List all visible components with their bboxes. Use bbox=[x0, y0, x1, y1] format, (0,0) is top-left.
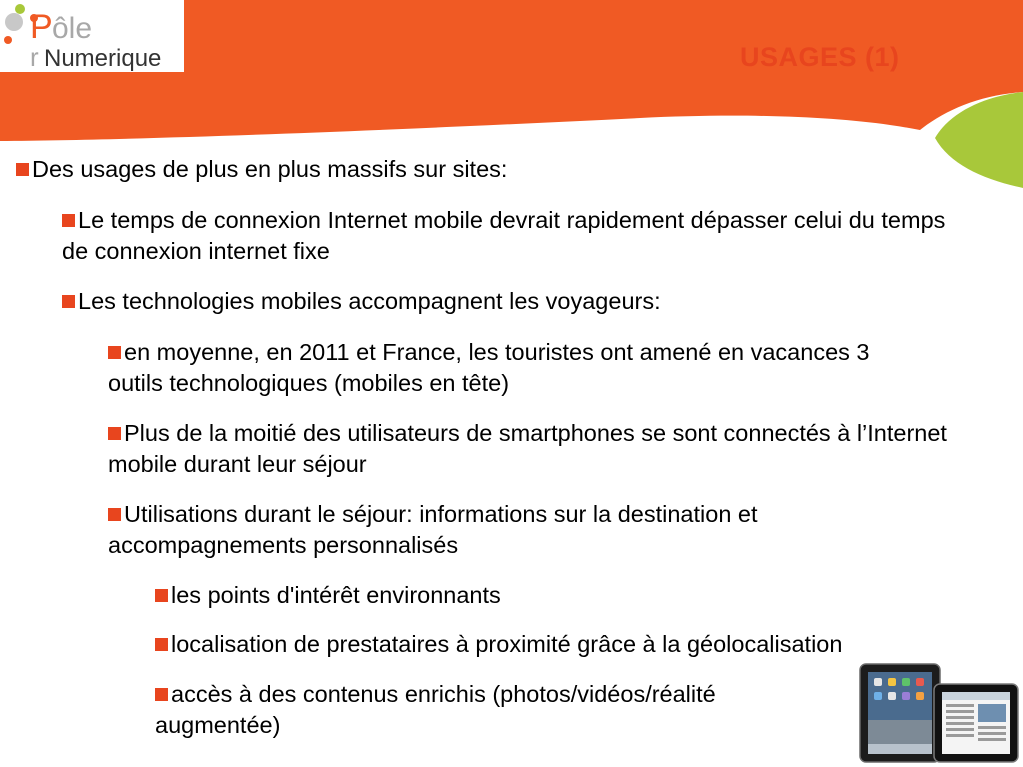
bullet-text: accès à des contenus enrichis (photos/vidéos/réalité augmentée) bbox=[155, 681, 716, 738]
bullet-text: Le temps de connexion Internet mobile devrait rapidement dépasser celui du temps de connexion internet fixe bbox=[62, 207, 946, 264]
bullet-item bbox=[16, 154, 716, 185]
bullet-square-icon bbox=[62, 295, 75, 308]
bullet-item bbox=[108, 499, 928, 561]
logo-word-ole: ôle bbox=[52, 12, 93, 45]
bullet-text: Des usages de plus en plus massifs sur sites: bbox=[32, 156, 508, 182]
bullet-square-icon bbox=[155, 688, 168, 701]
bullet-text: Utilisations durant le séjour: informations sur la destination et accompagnements personnalisés bbox=[108, 501, 758, 558]
slide-title: USAGES (1) bbox=[740, 42, 900, 72]
bullet-item bbox=[155, 679, 845, 741]
bullet-text: Les technologies mobiles accompagnent les voyageurs: bbox=[78, 288, 661, 314]
bullet-text: Plus de la moitié des utilisateurs de smartphones se sont connectés à l’Internet mobile durant leur séjour bbox=[108, 420, 947, 477]
bullet-square-icon bbox=[155, 638, 168, 651]
bullet-item bbox=[62, 205, 962, 267]
bullet-text: les points d'intérêt environnants bbox=[171, 582, 501, 608]
bullet-square-icon bbox=[16, 163, 29, 176]
logo-word-numerique: Numerique bbox=[44, 45, 162, 72]
bullet-square-icon bbox=[108, 346, 121, 359]
logo-letter-r: r bbox=[30, 42, 39, 72]
bullet-item bbox=[155, 580, 855, 611]
tablets-image bbox=[858, 660, 1020, 764]
bullet-item bbox=[108, 337, 908, 399]
bullet-square-icon bbox=[108, 427, 121, 440]
bullet-text: en moyenne, en 2011 et France, les touristes ont amené en vacances 3 outils technologiques (mobiles en tête) bbox=[108, 339, 870, 396]
bullet-item bbox=[62, 286, 962, 317]
bullet-square-icon bbox=[155, 589, 168, 602]
logo-letter-p: P bbox=[30, 8, 53, 46]
bullet-square-icon bbox=[108, 508, 121, 521]
bullet-item bbox=[108, 418, 998, 480]
bullet-item bbox=[155, 629, 1015, 660]
bullet-square-icon bbox=[62, 214, 75, 227]
bullet-text: localisation de prestataires à proximité grâce à la géolocalisation bbox=[171, 631, 843, 657]
